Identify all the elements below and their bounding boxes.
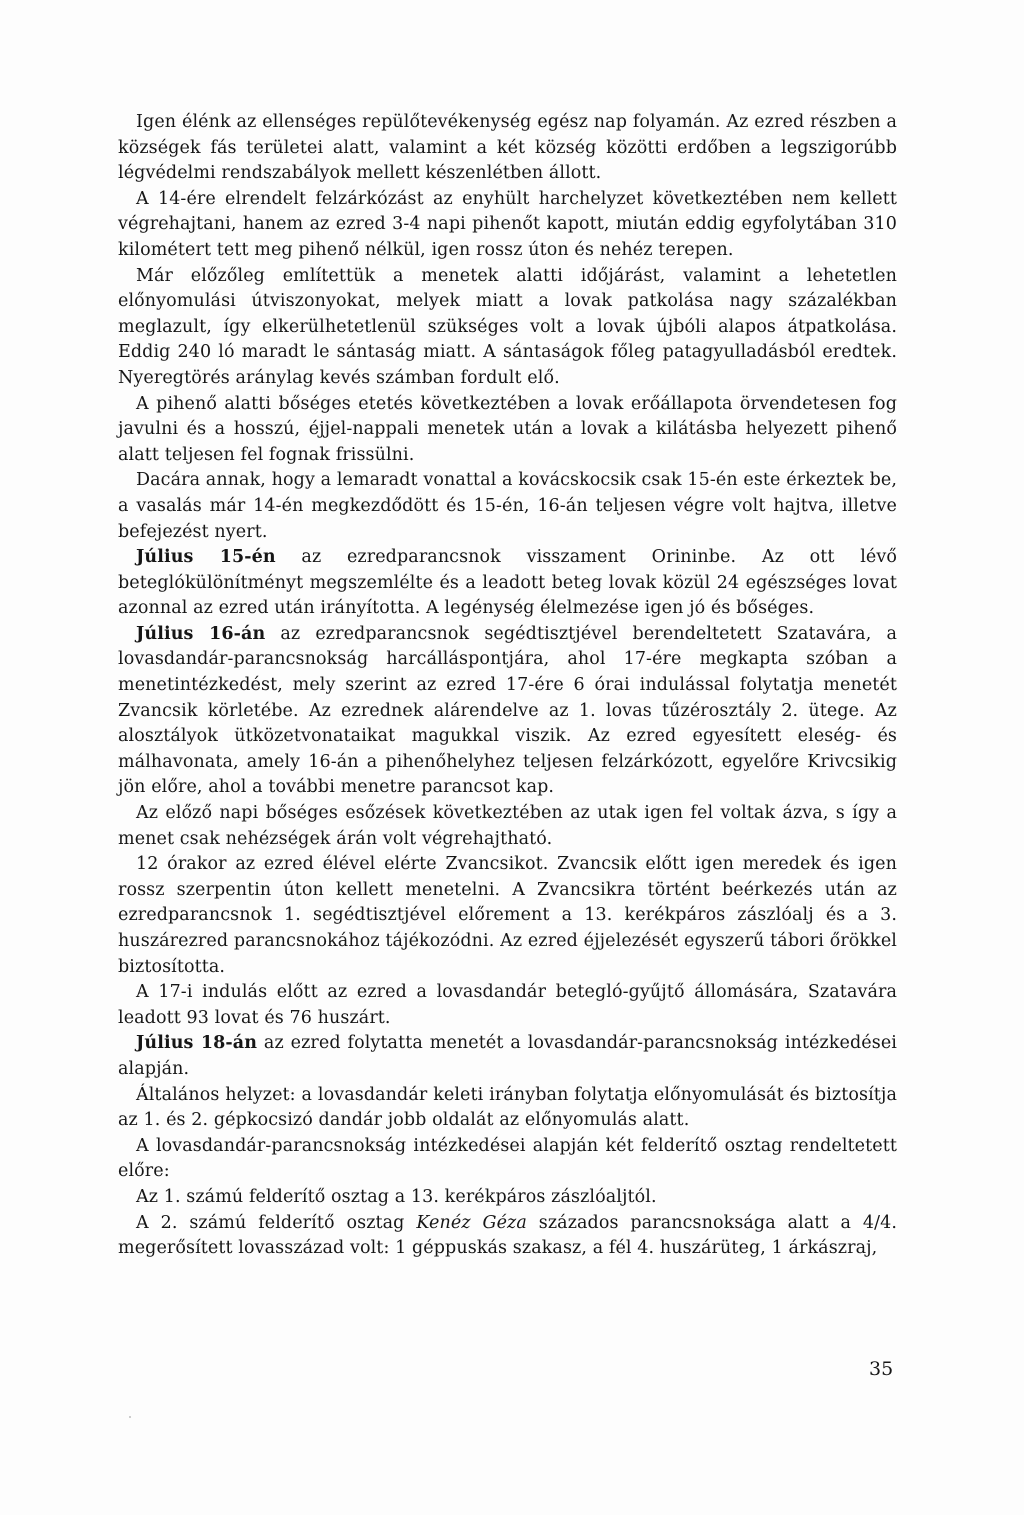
scan-speck xyxy=(129,1416,131,1418)
person-name: Kenéz Géza xyxy=(416,1212,527,1233)
paragraph: A lovasdandár-parancsnokság intézkedései alapján két felderítő osztag rendeltetett előre: xyxy=(118,1135,897,1182)
paragraph: Az előző napi bőséges esőzések következtében az utak igen fel voltak ázva, s így a menet csak nehézségek árán volt végrehajtható. xyxy=(118,803,897,849)
paragraph: A pihenő alatti bőséges etetés következtében a lovak erőállapota örvendetesen fog javulni és a hosszú, éjjel-nappali menetek után a lovak a kilátásba helyezett pihenő alatt teljesen fel fognak frissülni. xyxy=(118,393,897,465)
paragraph: Július 15-én az ezredparancsnok visszament Orininbe. Az ott lévő beteglókülönítményt megszemlélte és a leadott beteg lovak közül 24 egészséges lovat azonnal az ezred után irányította. A legénység élelmezése igen jó és bőséges. xyxy=(118,547,897,619)
paragraph: Már előzőleg említettük a menetek alatti időjárást, valamint a lehetetlen előnyomulási útviszonyokat, melyek miatt a lovak patkolása nagy százalékban meglazult, így elkerülhetetlenül szükséges volt a lovak újbóli alapos átpatkolása. Eddig 240 ló maradt le sántaság miatt. A sántaságok főleg patagyulladásból eredtek. Nyeregtörés aránylag kevés számban fordult elő. xyxy=(118,265,897,388)
date-heading: Július 18-án xyxy=(136,1033,258,1054)
paragraph: Általános helyzet: a lovasdandár keleti irányban folytatja előnyomulását és biztosítja az 1. és 2. gépkocsizó dandár jobb oldalát az előnyomulás alatt. xyxy=(118,1084,897,1131)
paragraph: Igen élénk az ellenséges repülőtevékenység egész nap folyamán. Az ezred részben a községek fás területei alatt, valamint a két község közötti erdőben a legszigorúbb légvédelmi rendszabályok mellett készenlétben állott. xyxy=(118,112,897,184)
page-number: 35 xyxy=(869,1358,894,1380)
paragraph: A 2. számú felderítő osztag Kenéz Géza százados parancsnoksága alatt a 4/4. megerősített lovasszázad volt: 1 géppuskás szakasz, a fél 4. huszárüteg, 1 árkászraj, xyxy=(118,1212,898,1259)
paragraph: A 14-ére elrendelt felzárkózást az enyhült harchelyzet következtében nem kellett végrehajtani, hanem az ezred 3-4 napi pihenőt kapott, miután eddig egyfolytában 310 kilométert tett meg pihenő nélkül, igen rossz úton és nehéz terepen. xyxy=(118,188,897,260)
date-heading: Július 15-én xyxy=(136,547,276,568)
paragraph: A 17-i indulás előtt az ezred a lovasdandár betegló-gyűjtő állomására, Szatavára leadott 93 lovat és 76 huszárt. xyxy=(118,982,897,1028)
date-heading: Július 16-án xyxy=(136,623,266,644)
paragraph: Július 16-án az ezredparancsnok segédtisztjével berendeltetett Szatavára, a lovasdandár-parancsnokság harcálláspontjára, ahol 17-ére megkapta szóban a menetintézkedést, mely szerint az ezred 17-ére 6 órai indulással folytatja menetét Zvancsik körletébe. Az ezrednek alárendelve az 1. lovas tűzérosztály 2. ütege. Az alosztályok ütközetvonataikat magukkal viszik. Az ezred egyesített eleség- és málhavonata, amely 16-án a pihenőhelyhez teljesen felzárkózott, egyelőre Krivcsikig jön előre, ahol a további menetre parancsot kap. xyxy=(118,623,897,798)
body-text xyxy=(118,110,897,1262)
paragraph: 12 órakor az ezred élével elérte Zvancsikot. Zvancsik előtt igen meredek és igen rossz szerpentin úton kellett menetelni. A Zvancsikra történt beérkezés után az ezredparancsnok 1. segédtisztjével előrement a 13. kerékpáros zászlóalj és a 3. huszárezred parancsnokához tájékozódni. Az ezred éjjelezését egyszerű tábori őrökkel biztosította. xyxy=(118,854,897,977)
paragraph: Dacára annak, hogy a lemaradt vonattal a kovácskocsik csak 15-én este érkeztek be, a vasalás már 14-én megkezdődött és 15-én, 16-án teljesen végre volt hajtva, illetve befejezést nyert. xyxy=(118,470,897,542)
paragraph: Az 1. számú felderítő osztag a 13. kerékpáros zászlóaljtól. xyxy=(136,1186,657,1207)
paragraph: Július 18-án az ezred folytatta menetét a lovasdandár-parancsnokság intézkedései alapján. xyxy=(118,1033,897,1079)
